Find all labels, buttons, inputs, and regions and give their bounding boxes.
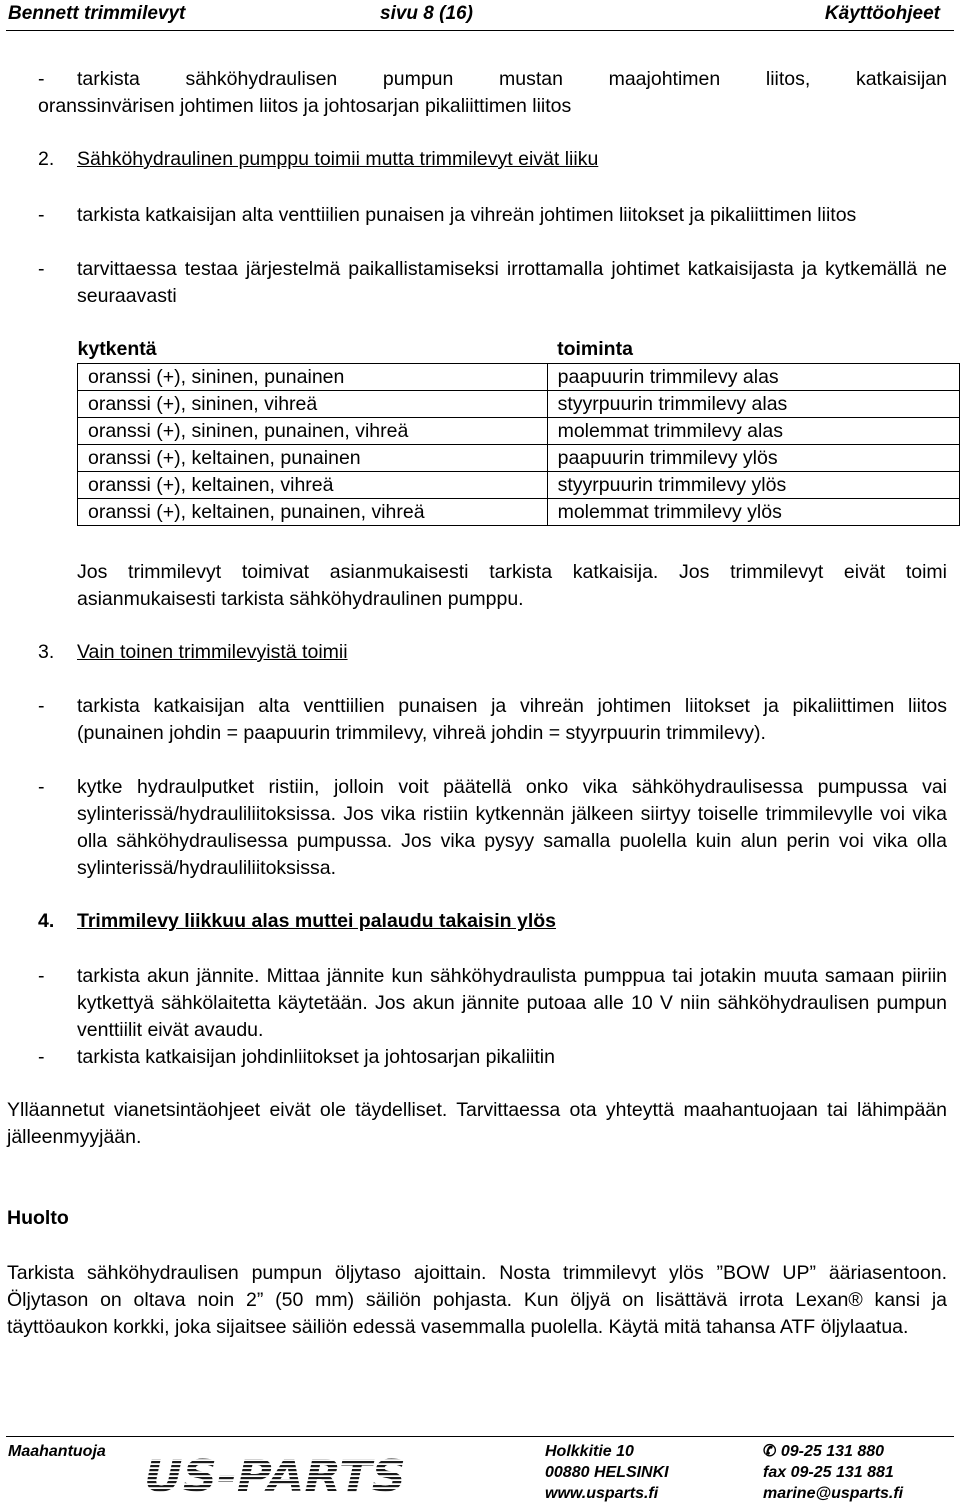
footer-phone: 09-25 131 880	[780, 1443, 885, 1460]
footer-email: marine@usparts.fi	[763, 1485, 904, 1502]
section4-bullet-1-dash: -	[38, 965, 45, 987]
section2-bullet-1-dash: -	[38, 204, 45, 226]
cell-kytkenta: oranssi (+), sininen, punainen	[78, 364, 548, 391]
closing-note: Ylläannetut vianetsintäohjeet eivät ole täydelliset. Tarvittaessa ota yhteyttä maahantuojaan tai lähimpään jälleenmyyjään.	[7, 1099, 947, 1148]
table-row	[78, 472, 960, 499]
section2-bullet-2: tarvittaessa testaa järjestelmä paikallistamiseksi irrottamalla johtimet katkaisijasta ja kytkemällä ne seuraavasti	[77, 258, 947, 307]
section4-bullet-1: tarkista akun jännite. Mittaa jännite kun sähköhydraulista pumppua tai jotakin muuta samaan piiriin kytkettyä sähkölaitetta käytetään. Jos akun jännite putoaa alle 10 V niin sähköhydraulisen pumpun venttiilit eivät avaudu.	[77, 965, 947, 1041]
cell-toiminta: molemmat trimmilevy alas	[547, 418, 959, 445]
col-header-toiminta: toiminta	[557, 338, 633, 360]
footer-importer-label: Maahantuoja	[8, 1443, 106, 1460]
us-parts-logo	[140, 1449, 410, 1499]
section1-line2: oranssinvärisen johtimen liitos ja johtosarjan pikaliittimen liitos	[38, 95, 572, 117]
phone-icon: ✆	[763, 1443, 777, 1460]
table-row	[78, 445, 960, 472]
footer-address1: Holkkitie 10	[545, 1443, 634, 1460]
cell-toiminta: styyrpuurin trimmilevy alas	[547, 391, 959, 418]
cell-toiminta: styyrpuurin trimmilevy ylös	[547, 472, 959, 499]
footer-fax: fax 09-25 131 881	[763, 1464, 894, 1481]
section4-bullet-2: tarkista katkaisijan johdinliitokset ja johtosarjan pikaliitin	[77, 1046, 555, 1068]
wiring-table	[77, 336, 960, 526]
section3-number: 3.	[38, 641, 55, 663]
section4-number: 4.	[38, 910, 55, 932]
huolto-text: Tarkista sähköhydraulisen pumpun öljytaso ajoittain. Nosta trimmilevyt ylös ”BOW UP” ääriasentoon. Öljytason on oltava noin 2” (50 mm) säiliön pohjasta. Kun öljyä on lisättävä irrota Lexan® kansi ja täyttöaukon korkki, joka sijaitsee säiliön edessä vasemmalla puolella. Käytä mitä tahansa ATF öljylaatua.	[7, 1262, 947, 1338]
cell-kytkenta: oranssi (+), keltainen, punainen	[78, 445, 548, 472]
col-header-kytkenta: kytkentä	[77, 338, 157, 360]
cell-toiminta: paapuurin trimmilevy ylös	[547, 445, 959, 472]
footer-web: www.usparts.fi	[545, 1485, 659, 1502]
logo-text: US-PARTS	[144, 1451, 406, 1499]
us-parts-logo-graphic	[140, 1449, 410, 1499]
section2-bullet-1: tarkista katkaisijan alta venttiilien punaisen ja vihreän johtimen liitokset ja pikaliittimen liitos	[77, 204, 857, 226]
table-row	[78, 391, 960, 418]
cell-toiminta: paapuurin trimmilevy alas	[547, 364, 959, 391]
wiring-table-header	[78, 336, 960, 364]
section3-title: Vain toinen trimmilevyistä toimii	[77, 641, 348, 663]
section3-bullet-1-dash: -	[38, 695, 45, 717]
table-row	[78, 364, 960, 391]
section2-number: 2.	[38, 148, 55, 170]
section4-title: Trimmilevy liikkuu alas muttei palaudu takaisin ylös	[77, 910, 557, 932]
section2-title: Sähköhydraulinen pumppu toimii mutta trimmilevyt eivät liiku	[77, 148, 599, 170]
header-left: Bennett trimmilevyt	[8, 3, 186, 24]
section2-bullet-2-dash: -	[38, 258, 45, 280]
cell-toiminta: molemmat trimmilevy ylös	[547, 499, 959, 526]
section2-note: Jos trimmilevyt toimivat asianmukaisesti tarkista katkaisija. Jos trimmilevyt eivät toimi asianmukaisesti tarkista sähköhydraulinen pumppu.	[77, 561, 947, 610]
cell-kytkenta: oranssi (+), keltainen, punainen, vihreä	[78, 499, 548, 526]
footer-divider	[6, 1436, 954, 1437]
section3-bullet-2: kytke hydraulputket ristiin, jolloin voit päätellä onko vika sähköhydraulisessa pumpussa vai sylinterissä/hydrauliliitoksissa. Jos vika ristiin kytkennän jälkeen siirtyy toiselle trimmilevylle voi vika olla sähköhydraulisessa pumpussa. Jos vika pysyy samalla puolella kuin alun perin voi vika olla sylinterissä/hydrauliliitoksissa.	[77, 776, 947, 879]
cell-kytkenta: oranssi (+), sininen, punainen, vihreä	[78, 418, 548, 445]
footer-phone-row	[763, 1441, 884, 1462]
section3-bullet-2-dash: -	[38, 776, 45, 798]
cell-kytkenta: oranssi (+), keltainen, vihreä	[78, 472, 548, 499]
huolto-title: Huolto	[7, 1207, 69, 1229]
section1-line1: tarkista sähköhydraulisen pumpun mustan maajohtimen liitos, katkaisijan	[77, 68, 947, 90]
cell-kytkenta: oranssi (+), sininen, vihreä	[78, 391, 548, 418]
header-divider	[6, 30, 954, 31]
section1-dash: -	[38, 68, 45, 90]
table-row	[78, 499, 960, 526]
header-right: Käyttöohjeet	[824, 3, 940, 24]
table-row	[78, 418, 960, 445]
footer-address2: 00880 HELSINKI	[545, 1464, 669, 1481]
section4-bullet-2-dash: -	[38, 1046, 45, 1068]
header-page-number: sivu 8 (16)	[380, 3, 473, 24]
section3-bullet-1: tarkista katkaisijan alta venttiilien punaisen ja vihreän johtimen liitokset ja pikaliittimen liitos (punainen johdin = paapuurin trimmilevy, vihreä johdin = styyrpuurin trimmilevy).	[77, 695, 947, 744]
